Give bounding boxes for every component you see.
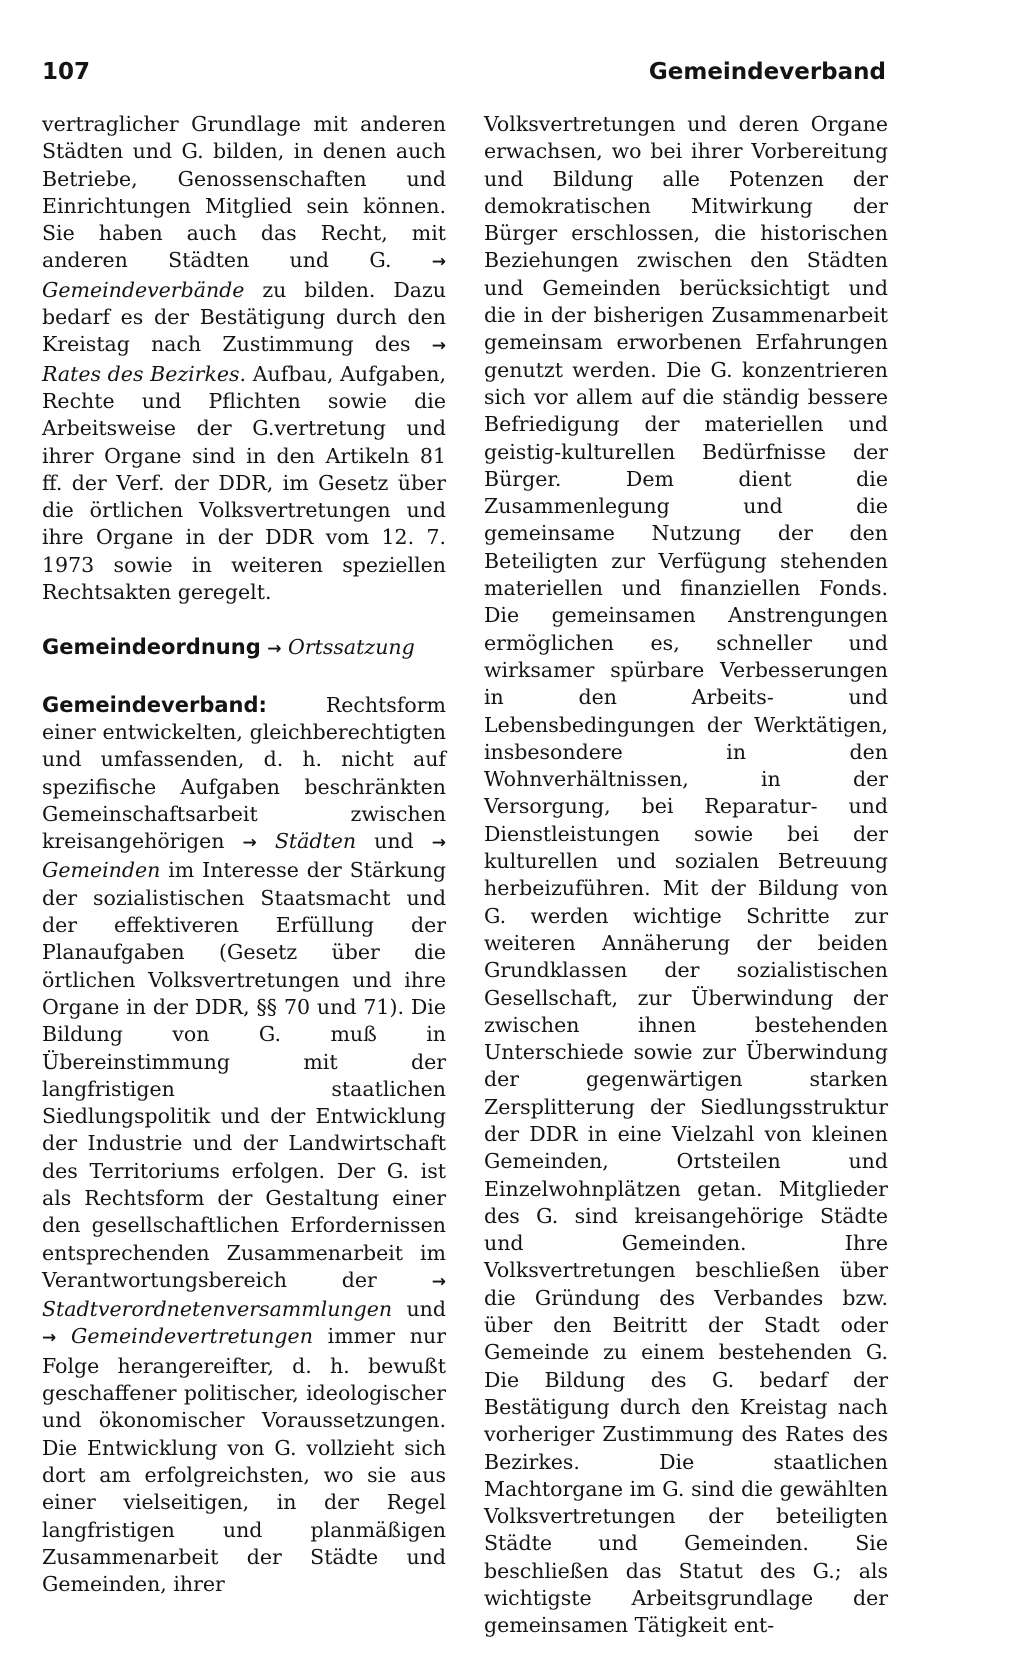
cross-reference-link[interactable]: Ortssatzung bbox=[288, 635, 415, 660]
left-column bbox=[42, 111, 446, 1598]
cross-reference-link[interactable]: Städten bbox=[274, 829, 357, 854]
cross-reference-arrow-icon: → bbox=[431, 1271, 446, 1292]
text-run: immer nur Folge herangereifter, d. h. bewußt geschaffener politischer, ideologischer und ökonomischer Voraussetzungen. Die Entwicklung von G. vollzieht sich dort am erfolgreichsten, wo sie aus einer vielseitigen, in der Regel langfristigen und planmäßigen Zusammenarbeit der Städte und Gemeinden, ihrer bbox=[42, 1324, 446, 1597]
cross-reference-link[interactable]: Rates des Bezirkes. bbox=[42, 361, 247, 386]
running-head: Gemeindeverband bbox=[648, 59, 886, 85]
cross-reference-link[interactable]: Gemeindeverbände bbox=[42, 277, 245, 302]
page-number: 107 bbox=[42, 59, 91, 85]
cross-reference-arrow-icon: → bbox=[431, 833, 446, 854]
text-run: im Interesse der Stärkung der sozialistischen Staatsmacht und der effektiveren Erfüllung der Planaufgaben (Gesetz über die örtlichen Volksvertretungen und ihre Organe in der DDR, §§ 70 und 71). Die Bildung von G. muß in Übereinstimmung mit der langfristigen staatlichen Siedlungspolitik und der Entwicklung der Industrie und der Landwirtschaft des Territoriums erfolgen. Der G. ist als Rechtsform der Gestaltung einer den gesellschaftlichen Erfordernissen entsprechenden Zusammenarbeit im Verantwortungsbereich der bbox=[42, 858, 446, 1292]
text-run: Rechtsform einer entwickelten, gleichberechtigten und umfassenden, d. h. nicht auf spezifische Aufgaben beschränkten Gemeinschaftsarbeit zwischen kreisangehörigen bbox=[42, 692, 446, 854]
cross-reference-arrow-icon: → bbox=[267, 639, 282, 660]
page-header bbox=[42, 54, 886, 90]
cross-reference-arrow-icon: → bbox=[242, 833, 257, 854]
right-column bbox=[484, 111, 888, 1640]
text-run: und bbox=[356, 829, 432, 854]
cross-reference-arrow-icon: → bbox=[431, 252, 446, 273]
text-run: Aufbau, Aufgaben, Rechte und Pflichten sowie die Arbeitsweise der G.vertretung und ihrer Organe sind in den Artikeln 81 ff. der Verf. der DDR, im Gesetz über die örtlichen Volksvertretungen und ihre Organe in der DDR vom 12. 7. 1973 sowie in weiteren speziellen Rechtsakten geregelt. bbox=[42, 361, 446, 605]
text-run: und bbox=[392, 1297, 446, 1322]
entry-gemeindeverband-continued: Volksvertretungen und deren Organe erwachsen, wo bei ihrer Vorbereitung und Bildung alle Potenzen der demokratischen Mitwirkung der Bürger erschlossen, die historischen Beziehungen zwischen den Städten und Gemeinden berücksichtigt und die in der bisherigen Zusammenarbeit gemeinsam erworbenen Erfahrungen genutzt werden. Die G. konzentrieren sich vor allem auf die ständig bessere Befriedigung der materiellen und geistig-kulturellen Bedürfnisse der Bürger. Dem dient die Zusammenlegung und die gemeinsame Nutzung der den Beteiligten zur Verfügung stehenden materiellen und finanziellen Fonds. Die gemeinsamen Anstrengungen ermöglichen es, schneller und wirksamer spürbare Verbesserungen in den Arbeits- und Lebensbedingungen der Werktätigen, insbesondere in den Wohnverhältnissen, in der Versorgung, bei Reparatur- und Dienstleistungen sowie bei der kulturellen und sozialen Betreuung herbeizuführen. Mit der Bildung von G. werden wichtige Schritte zur weiteren Annäherung der beiden Grundklassen der sozialistischen Gesellschaft, zur Überwindung der zwischen ihnen bestehenden Unterschiede sowie zur Überwindung der gegenwärtigen starken Zersplitterung der Siedlungsstruktur der DDR in eine Vielzahl von kleinen Gemeinden, Ortsteilen und Einzelwohnplätzen getan. Mitglieder des G. sind kreisangehörige Städte und Gemeinden. Ihre Volksvertretungen beschließen über die Gründung des Verbandes bzw. über den Beitritt der Stadt oder Gemeinde zu einem bestehenden G. Die Bildung des G. bedarf der Bestätigung durch den Kreistag nach vorheriger Zustimmung des Rates des Bezirkes. Die staatlichen Machtorgane im G. sind die gewählten Volksvertretungen der beteiligten Städte und Gemeinden. Sie beschließen das Statut des G.; als wichtigste Arbeitsgrundlage der gemeinsamen Tätigkeit ent- bbox=[484, 112, 888, 1638]
text-run: vertraglicher Grundlage mit anderen Städten und G. bilden, in denen auch Betriebe, Genossenschaften und Einrichtungen Mitglied sein können. Sie haben auch das Recht, mit anderen Städten und G. bbox=[42, 112, 446, 273]
text-run: zu bilden. Dazu bedarf es der Bestätigung durch den Kreistag nach Zustimmung des bbox=[42, 277, 446, 357]
cross-reference-link[interactable]: Stadtverordnetenversammlungen bbox=[42, 1297, 393, 1322]
entry-headword: Gemeindeverband: bbox=[42, 692, 267, 717]
cross-reference-arrow-icon: → bbox=[431, 336, 446, 357]
cross-reference-link[interactable]: Gemeinden bbox=[42, 858, 161, 883]
entry-gemeindeverband bbox=[42, 692, 446, 1599]
entry-headword: Gemeindeordnung bbox=[42, 635, 261, 660]
entry-continuation bbox=[42, 111, 446, 606]
entry-gemeindeordnung bbox=[42, 634, 446, 663]
cross-reference-arrow-icon: → bbox=[42, 1328, 57, 1349]
cross-reference-link[interactable]: Gemeindevertretungen bbox=[71, 1324, 313, 1349]
